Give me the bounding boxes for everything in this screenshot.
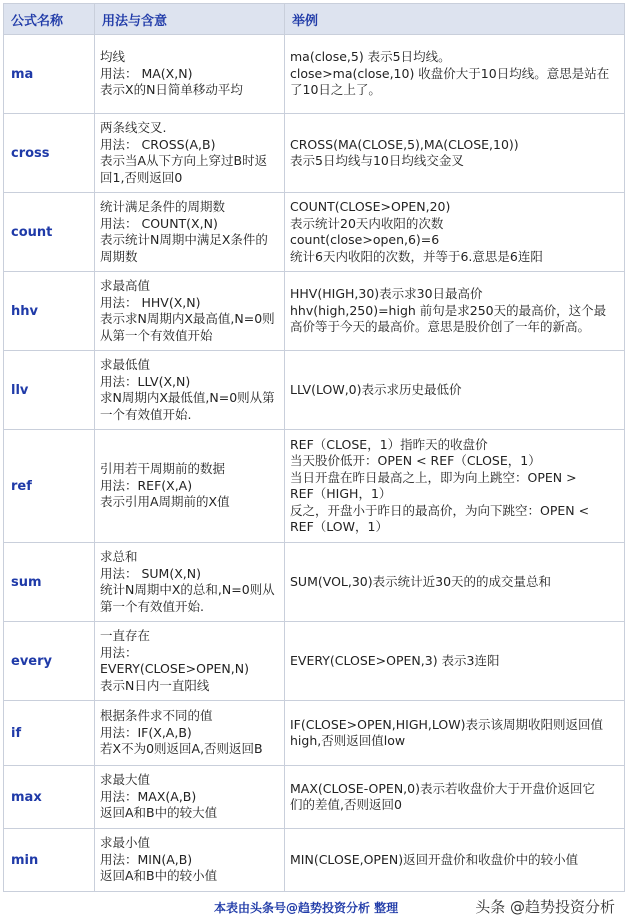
table-body bbox=[4, 35, 625, 892]
usage-line: 用法： SUM(X,N) bbox=[100, 565, 201, 581]
example-line: 们的差值,否则返回0 bbox=[290, 797, 402, 812]
usage-line: 用法：REF(X,A) bbox=[100, 477, 193, 493]
usage-line: 返回A和B中的较大值 bbox=[100, 805, 218, 821]
example-line: 高价等于今天的最高价。意思是股价创了一年的新高。 bbox=[290, 319, 591, 335]
usage-line: 引用若干周期前的数据 bbox=[100, 461, 226, 477]
usage-line: 求最低值 bbox=[100, 357, 151, 372]
example-line: 当日开盘在昨日最高之上，即为向上跳空：OPEN > bbox=[290, 469, 577, 485]
example-cell bbox=[285, 829, 625, 892]
usage-line: 用法：MAX(A,B) bbox=[100, 788, 197, 804]
function-name: llv bbox=[4, 351, 95, 430]
function-name: ref bbox=[4, 430, 95, 543]
usage-line: 统计满足条件的周期数 bbox=[100, 199, 226, 214]
example-cell bbox=[285, 114, 625, 193]
example-line: count(close>open,6)=6 bbox=[290, 232, 440, 247]
usage-line: 从第一个有效值开始 bbox=[100, 327, 213, 343]
example-line: 表示统计20天内收阳的次数 bbox=[290, 215, 444, 231]
example-line: 统计6天内收阳的次数，并等于6.意思是6连阳 bbox=[290, 248, 543, 264]
usage-line: 统计N周期中X的总和,N=0则从 bbox=[100, 582, 275, 597]
example-line: MAX(CLOSE-OPEN,0)表示若收盘价大于开盘价返回它 bbox=[290, 780, 595, 796]
usage-line: 第一个有效值开始. bbox=[100, 598, 204, 614]
example-line: COUNT(CLOSE>OPEN,20) bbox=[290, 199, 451, 214]
example-line: 反之，开盘小于昨日的最高价，为向下跳空：OPEN < bbox=[290, 502, 590, 518]
usage-line: 表示N日内一直阳线 bbox=[100, 677, 210, 693]
usage-cell bbox=[95, 351, 285, 430]
usage-line: 表示统计N周期中满足X条件的 bbox=[100, 232, 268, 247]
example-line: REF（LOW，1） bbox=[290, 519, 388, 534]
table-row bbox=[4, 351, 625, 430]
usage-cell bbox=[95, 114, 285, 193]
usage-line: 若X不为0则返回A,否则返回B bbox=[100, 741, 263, 757]
function-name: ma bbox=[4, 35, 95, 114]
credit-text: 本表由头条号@趋势投资分析 整理 bbox=[214, 901, 399, 915]
usage-cell bbox=[95, 35, 285, 114]
usage-line: 两条线交叉. bbox=[100, 120, 167, 135]
formula-table bbox=[3, 3, 625, 892]
usage-line: EVERY(CLOSE>OPEN,N) bbox=[100, 661, 249, 676]
usage-cell bbox=[95, 543, 285, 622]
function-name: every bbox=[4, 622, 95, 701]
usage-cell bbox=[95, 701, 285, 766]
usage-line: 用法：LLV(X,N) bbox=[100, 373, 191, 389]
footer bbox=[0, 896, 629, 920]
header-row bbox=[4, 4, 625, 35]
usage-line: 周期数 bbox=[100, 248, 138, 264]
example-line: IF(CLOSE>OPEN,HIGH,LOW)表示该周期收阳则返回值 bbox=[290, 716, 603, 732]
example-cell bbox=[285, 272, 625, 351]
example-line: LLV(LOW,0)表示求历史最低价 bbox=[290, 381, 462, 397]
usage-cell bbox=[95, 829, 285, 892]
example-line: EVERY(CLOSE>OPEN,3) 表示3连阳 bbox=[290, 652, 500, 668]
usage-line: 求最大值 bbox=[100, 772, 151, 788]
usage-line: 表示X的N日简单移动平均 bbox=[100, 82, 243, 98]
usage-line: 表示引用A周期前的X值 bbox=[100, 494, 230, 510]
example-line: 当天股价低开：OPEN < REF（CLOSE，1） bbox=[290, 453, 541, 468]
example-cell bbox=[285, 430, 625, 543]
table-row bbox=[4, 543, 625, 622]
column-header-name: 公式名称 bbox=[4, 4, 95, 35]
example-cell bbox=[285, 622, 625, 701]
example-line: close>ma(close,10) 收盘价大于10日均线。意思是站在 bbox=[290, 65, 610, 81]
table-row bbox=[4, 193, 625, 272]
usage-cell bbox=[95, 766, 285, 829]
table-row bbox=[4, 114, 625, 193]
function-name: sum bbox=[4, 543, 95, 622]
function-name: count bbox=[4, 193, 95, 272]
usage-line: 一个有效值开始. bbox=[100, 406, 192, 422]
usage-line: 求N周期内X最低值,N=0则从第 bbox=[100, 390, 275, 405]
usage-line: 用法： HHV(X,N) bbox=[100, 294, 201, 310]
example-line: REF（HIGH，1） bbox=[290, 486, 392, 501]
table-row bbox=[4, 35, 625, 114]
table-row bbox=[4, 272, 625, 351]
table-row bbox=[4, 430, 625, 543]
usage-line: 根据条件求不同的值 bbox=[100, 708, 213, 724]
usage-line: 用法：MIN(A,B) bbox=[100, 851, 193, 867]
example-cell bbox=[285, 351, 625, 430]
usage-line: 用法：IF(X,A,B) bbox=[100, 724, 192, 740]
column-header-usage: 用法与含意 bbox=[95, 4, 285, 35]
usage-line: 求最高值 bbox=[100, 278, 151, 293]
usage-line: 回1,否则返回0 bbox=[100, 169, 183, 185]
function-name: min bbox=[4, 829, 95, 892]
usage-line: 用法： CROSS(A,B) bbox=[100, 136, 216, 152]
example-line: CROSS(MA(CLOSE,5),MA(CLOSE,10)) bbox=[290, 136, 519, 152]
example-cell bbox=[285, 35, 625, 114]
usage-cell bbox=[95, 193, 285, 272]
usage-line: 用法： MA(X,N) bbox=[100, 65, 193, 81]
table-row bbox=[4, 829, 625, 892]
function-name: if bbox=[4, 701, 95, 766]
usage-line: 均线 bbox=[100, 49, 126, 65]
function-name: cross bbox=[4, 114, 95, 193]
example-line: ma(close,5) 表示5日均线。 bbox=[290, 49, 451, 65]
example-cell bbox=[285, 193, 625, 272]
example-line: 表示5日均线与10日均线交金叉 bbox=[290, 153, 464, 168]
table-row bbox=[4, 701, 625, 766]
usage-line: 表示求N周期内X最高值,N=0则 bbox=[100, 311, 275, 326]
example-line: HHV(HIGH,30)表示求30日最高价 bbox=[290, 286, 483, 302]
usage-line: 一直存在 bbox=[100, 628, 151, 643]
watermark-text: 头条 @趋势投资分析 bbox=[475, 898, 615, 916]
usage-line: 返回A和B中的较小值 bbox=[100, 868, 218, 884]
example-cell bbox=[285, 543, 625, 622]
column-header-example: 举例 bbox=[285, 4, 625, 35]
table-row bbox=[4, 622, 625, 701]
example-line: 了10日之上了。 bbox=[290, 82, 381, 98]
example-line: high,否则返回值low bbox=[290, 733, 406, 748]
example-line: hhv(high,250)=high 前句是求250天的最高价，这个最 bbox=[290, 302, 607, 318]
example-cell bbox=[285, 766, 625, 829]
usage-line: 用法： bbox=[100, 644, 138, 660]
usage-line: 求总和 bbox=[100, 549, 138, 564]
usage-cell bbox=[95, 430, 285, 543]
function-name: max bbox=[4, 766, 95, 829]
table-row bbox=[4, 766, 625, 829]
function-name: hhv bbox=[4, 272, 95, 351]
usage-cell bbox=[95, 622, 285, 701]
usage-line: 用法： COUNT(X,N) bbox=[100, 215, 218, 231]
usage-cell bbox=[95, 272, 285, 351]
example-line: REF（CLOSE，1）指昨天的收盘价 bbox=[290, 436, 488, 452]
example-line: MIN(CLOSE,OPEN)返回开盘价和收盘价中的较小值 bbox=[290, 851, 579, 867]
example-cell bbox=[285, 701, 625, 766]
usage-line: 表示当A从下方向上穿过B时返 bbox=[100, 153, 268, 168]
example-line: SUM(VOL,30)表示统计近30天的的成交量总和 bbox=[290, 573, 552, 589]
usage-line: 求最小值 bbox=[100, 835, 151, 851]
